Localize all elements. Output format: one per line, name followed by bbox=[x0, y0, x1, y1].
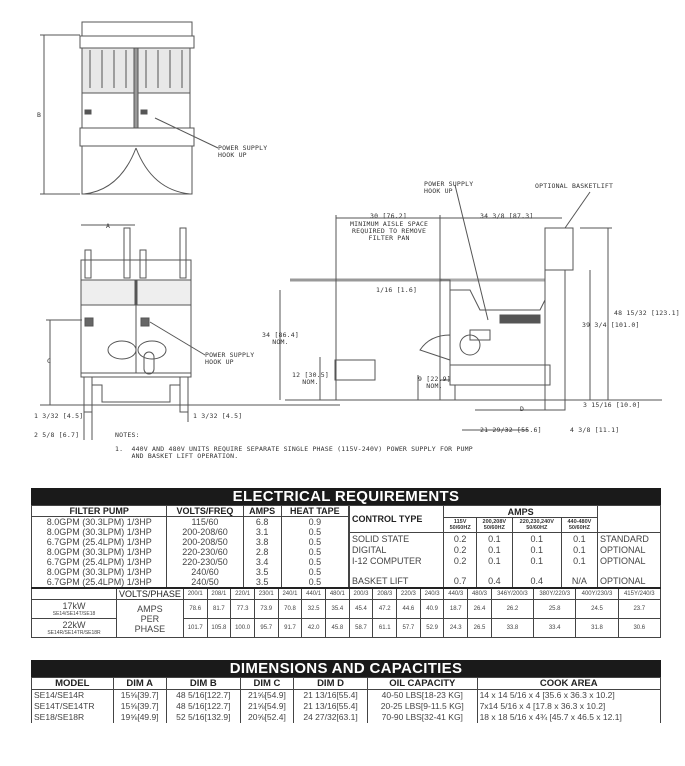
dimensions-and-capacities bbox=[31, 660, 661, 723]
amps-value-cell: 32.5 bbox=[302, 600, 326, 619]
pump-cell: 8.0GPM (30.3LPM) 1/3HP bbox=[32, 547, 167, 557]
pump-header-0: FILTER PUMP bbox=[32, 506, 167, 517]
pump-cell: 3.8 bbox=[243, 537, 281, 547]
dim-row bbox=[32, 690, 661, 702]
dimensions-table bbox=[31, 677, 661, 723]
volts-cell: 240/3 bbox=[420, 588, 444, 600]
amps-value-cell: 24.5 bbox=[576, 600, 618, 619]
pump-row bbox=[32, 577, 349, 587]
pump-row bbox=[32, 557, 349, 567]
dim-cell: SE14/SE14R bbox=[32, 690, 114, 702]
pump-cell: 0.5 bbox=[281, 547, 348, 557]
control-row bbox=[350, 544, 661, 555]
pump-cell: 200-208/60 bbox=[167, 527, 243, 537]
dim-header-1: DIM A bbox=[113, 678, 166, 690]
pump-header-3: HEAT TAPE bbox=[281, 506, 348, 517]
pump-cell: 0.9 bbox=[281, 517, 348, 528]
dim-header-6: COOK AREA bbox=[477, 678, 660, 690]
control-cell: N/A bbox=[561, 567, 597, 587]
pump-cell: 0.5 bbox=[281, 577, 348, 587]
pump-cell: 115/60 bbox=[167, 517, 243, 528]
volts-phase-header: VOLTS/PHASE bbox=[117, 588, 184, 600]
amps-value-cell: 105.8 bbox=[207, 619, 231, 638]
amps-value-cell: 18.7 bbox=[444, 600, 468, 619]
amps-value-cell: 45.8 bbox=[325, 619, 349, 638]
volts-cell: 220/1 bbox=[231, 588, 255, 600]
amps-value-cell: 25.8 bbox=[534, 600, 576, 619]
depth-dim: 34 3/8 [87.3] bbox=[480, 212, 534, 220]
amps-per-phase-label: AMPS PER PHASE bbox=[117, 600, 184, 638]
amps-value-cell: 33.4 bbox=[534, 619, 576, 638]
pump-row bbox=[32, 547, 349, 557]
amps-value-cell: 23.7 bbox=[618, 600, 660, 619]
pump-cell: 6.7GPM (25.4LPM) 1/3HP bbox=[32, 537, 167, 547]
amps-value-cell: 73.9 bbox=[254, 600, 278, 619]
amps-value-cell: 61.1 bbox=[373, 619, 397, 638]
dimensions-title: DIMENSIONS AND CAPACITIES bbox=[31, 660, 661, 677]
aisle-dim: 30 [76.2] bbox=[370, 212, 408, 220]
amps-value-cell: 24.3 bbox=[444, 619, 468, 638]
option-header bbox=[598, 506, 661, 533]
control-cell: 0.2 bbox=[444, 544, 477, 555]
pump-cell: 8.0GPM (30.3LPM) 1/3HP bbox=[32, 517, 167, 528]
pump-cell: 240/50 bbox=[167, 577, 243, 587]
dim-b-label: B bbox=[37, 111, 42, 119]
amps-value-cell: 91.7 bbox=[278, 619, 302, 638]
dim-cell: SE14T/SE14TR bbox=[32, 701, 114, 712]
control-cell: 0.1 bbox=[512, 532, 561, 544]
amps-value-cell: 26.4 bbox=[468, 600, 492, 619]
dim-d-label: D bbox=[520, 405, 525, 413]
control-cell: STANDARD bbox=[598, 532, 661, 544]
volts-cell: 480/3 bbox=[468, 588, 492, 600]
amps-value-cell: 70.8 bbox=[278, 600, 302, 619]
pump-cell: 0.5 bbox=[281, 537, 348, 547]
pump-cell: 240/60 bbox=[167, 567, 243, 577]
control-row bbox=[350, 556, 661, 567]
control-type-table bbox=[349, 505, 661, 587]
volts-cell: 440/3 bbox=[444, 588, 468, 600]
amps-value-cell: 35.4 bbox=[325, 600, 349, 619]
control-cell: SOLID STATE bbox=[350, 532, 444, 544]
amps-value-cell: 95.7 bbox=[254, 619, 278, 638]
pump-row bbox=[32, 527, 349, 537]
dim-cell: 24 27/32[63.1] bbox=[294, 712, 368, 723]
dim-3-15-16: 3 15/16 [10.0] bbox=[583, 401, 641, 409]
electrical-title: ELECTRICAL REQUIREMENTS bbox=[31, 488, 661, 505]
pump-cell: 3.1 bbox=[243, 527, 281, 537]
amps-subheader-0: 115V 50/60HZ bbox=[444, 518, 477, 533]
volts-cell: 480/1 bbox=[325, 588, 349, 600]
pump-row bbox=[32, 567, 349, 577]
volts-cell: 208/3 bbox=[373, 588, 397, 600]
electrical-requirements bbox=[31, 488, 661, 638]
leg-height-dim: 9 [22.9] NOM. bbox=[418, 375, 451, 390]
dim-a-label: A bbox=[106, 222, 111, 230]
control-cell: 0.2 bbox=[444, 556, 477, 567]
dim-header-3: DIM C bbox=[240, 678, 293, 690]
dim-row bbox=[32, 701, 661, 712]
kw-row bbox=[32, 600, 661, 619]
amps-value-cell: 42.0 bbox=[302, 619, 326, 638]
dim-cell: 19⅝[49.9] bbox=[113, 712, 166, 723]
pump-header-2: AMPS bbox=[243, 506, 281, 517]
basketlift-callout: OPTIONAL BASKETLIFT bbox=[535, 182, 614, 190]
control-cell: OPTIONAL bbox=[598, 544, 661, 555]
dim-21-29-32: 21 29/32 [55.6] bbox=[480, 426, 542, 434]
amps-value-cell: 30.6 bbox=[618, 619, 660, 638]
amps-value-cell: 45.4 bbox=[349, 600, 373, 619]
control-cell: I-12 COMPUTER bbox=[350, 556, 444, 567]
pump-cell: 3.5 bbox=[243, 567, 281, 577]
control-cell: 0.1 bbox=[512, 556, 561, 567]
control-row bbox=[350, 532, 661, 544]
control-cell: 0.4 bbox=[476, 567, 512, 587]
dim-cell: 48 5/16[122.7] bbox=[166, 690, 240, 702]
dim-cell: 15⅝[39.7] bbox=[113, 701, 166, 712]
pump-cell: 6.7GPM (25.4LPM) 1/3HP bbox=[32, 577, 167, 587]
amps-value-cell: 40.9 bbox=[420, 600, 444, 619]
top-height-dim: 39 3/4 [101.0] bbox=[582, 321, 640, 329]
control-cell: 0.7 bbox=[444, 567, 477, 587]
amps-value-cell: 47.2 bbox=[373, 600, 397, 619]
amps-per-phase-table bbox=[31, 587, 661, 638]
pump-row bbox=[32, 537, 349, 547]
pump-cell: 0.5 bbox=[281, 527, 348, 537]
volts-cell: 346Y/200/3 bbox=[491, 588, 533, 600]
kw-label: 22kW bbox=[62, 620, 86, 630]
volts-cell: 415Y/240/3 bbox=[618, 588, 660, 600]
dim-cell: 20-25 LBS[9-11.5 KG] bbox=[367, 701, 477, 712]
pump-cell: 220-230/50 bbox=[167, 557, 243, 567]
power-supply-callout-top: POWER SUPPLY HOOK UP bbox=[218, 144, 268, 159]
pump-cell: 3.5 bbox=[243, 577, 281, 587]
pump-cell: 6.7GPM (25.4LPM) 1/3HP bbox=[32, 557, 167, 567]
right-foot-dim: 1 3/32 [4.5] bbox=[193, 412, 243, 420]
dim-cell: 14 x 14 5/16 x 4 [35.6 x 36.3 x 10.2] bbox=[477, 690, 660, 702]
dim-4-3-8: 4 3/8 [11.1] bbox=[570, 426, 620, 434]
volts-cell: 240/1 bbox=[278, 588, 302, 600]
control-type-header: CONTROL TYPE bbox=[350, 506, 444, 533]
dim-cell: SE18/SE18R bbox=[32, 712, 114, 723]
blank-cell bbox=[32, 588, 117, 600]
amps-subheader-3: 440-480V 50/60HZ bbox=[561, 518, 597, 533]
control-cell: 0.1 bbox=[561, 532, 597, 544]
control-cell: 0.2 bbox=[444, 532, 477, 544]
dim-cell: 21 13/16[55.4] bbox=[294, 701, 368, 712]
dim-header-4: DIM D bbox=[294, 678, 368, 690]
control-cell: 0.1 bbox=[476, 556, 512, 567]
amps-value-cell: 44.6 bbox=[397, 600, 421, 619]
pump-row bbox=[32, 517, 349, 528]
notes-title: NOTES: bbox=[115, 431, 140, 439]
pump-cell: 8.0GPM (30.3LPM) 1/3HP bbox=[32, 567, 167, 577]
pump-cell: 220-230/60 bbox=[167, 547, 243, 557]
volts-cell: 200/1 bbox=[183, 588, 207, 600]
dim-cell: 21⅝[54.9] bbox=[240, 701, 293, 712]
amps-value-cell: 58.7 bbox=[349, 619, 373, 638]
control-row bbox=[350, 567, 661, 587]
front-view-upper bbox=[40, 22, 218, 194]
control-cell: 0.4 bbox=[512, 567, 561, 587]
control-cell: OPTIONAL bbox=[598, 556, 661, 567]
amps-value-cell: 81.7 bbox=[207, 600, 231, 619]
dim-row bbox=[32, 712, 661, 723]
control-cell: 0.1 bbox=[512, 544, 561, 555]
amps-value-cell: 100.0 bbox=[231, 619, 255, 638]
dim-header-5: OIL CAPACITY bbox=[367, 678, 477, 690]
pump-cell: 200-208/50 bbox=[167, 537, 243, 547]
left-foot-dim-1: 1 3/32 [4.5] bbox=[34, 412, 84, 420]
control-cell: BASKET LIFT bbox=[350, 567, 444, 587]
dim-cell: 21⅝[54.9] bbox=[240, 690, 293, 702]
control-cell: OPTIONAL bbox=[598, 567, 661, 587]
amps-value-cell: 26.2 bbox=[491, 600, 533, 619]
pump-cell: 8.0GPM (30.3LPM) 1/3HP bbox=[32, 527, 167, 537]
power-supply-callout-side: POWER SUPPLY HOOK UP bbox=[424, 180, 474, 195]
pump-cell: 6.8 bbox=[243, 517, 281, 528]
left-foot-dim-2: 2 5/8 [6.7] bbox=[34, 431, 80, 439]
note-1: 1. 440V AND 480V UNITS REQUIRE SEPARATE SINGLE PHASE (115V-240V) POWER SUPPLY FOR PUMP AND BASKET LIFT OPERATION. bbox=[115, 445, 473, 460]
filter-pump-table bbox=[31, 505, 349, 587]
pump-header-1: VOLTS/FREQ bbox=[167, 506, 243, 517]
control-cell: DIGITAL bbox=[350, 544, 444, 555]
aisle-note: MINIMUM AISLE SPACE REQUIRED TO REMOVE FILTER PAN bbox=[350, 220, 429, 242]
dim-header-2: DIM B bbox=[166, 678, 240, 690]
amps-value-cell: 31.8 bbox=[576, 619, 618, 638]
dim-cell: 70-90 LBS[32-41 KG] bbox=[367, 712, 477, 723]
kw-label: 17kW bbox=[62, 601, 86, 611]
pump-cell: 3.4 bbox=[243, 557, 281, 567]
amps-value-cell: 78.6 bbox=[183, 600, 207, 619]
overall-height-dim: 48 15/32 [123.1] bbox=[614, 309, 680, 317]
dim-cell: 20⅝[52.4] bbox=[240, 712, 293, 723]
power-supply-callout-front: POWER SUPPLY HOOK UP bbox=[205, 351, 255, 366]
amps-value-cell: 101.7 bbox=[183, 619, 207, 638]
dim-cell: 40-50 LBS[18-23 KG] bbox=[367, 690, 477, 702]
dim-cell: 18 x 18 5/16 x 4¾ [45.7 x 46.5 x 12.1] bbox=[477, 712, 660, 723]
pump-cell: 0.5 bbox=[281, 557, 348, 567]
control-cell: 0.1 bbox=[561, 556, 597, 567]
dim-cell: 48 5/16[122.7] bbox=[166, 701, 240, 712]
amps-value-cell: 33.8 bbox=[491, 619, 533, 638]
control-cell: 0.1 bbox=[476, 544, 512, 555]
side-view bbox=[280, 182, 662, 430]
dim-cell: 7x14 5/16 x 4 [17.8 x 36.3 x 10.2] bbox=[477, 701, 660, 712]
dim-cell: 52 5/16[132.9] bbox=[166, 712, 240, 723]
height-nom-dim: 34 [86.4] NOM. bbox=[262, 331, 300, 346]
dim-cell: 15⅝[39.7] bbox=[113, 690, 166, 702]
volts-cell: 380Y/220/3 bbox=[534, 588, 576, 600]
amps-value-cell: 26.5 bbox=[468, 619, 492, 638]
kw-label-cell bbox=[32, 619, 117, 638]
control-cell: 0.1 bbox=[561, 544, 597, 555]
amps-header: AMPS bbox=[444, 506, 598, 518]
volts-cell: 440/1 bbox=[302, 588, 326, 600]
amps-value-cell: 52.9 bbox=[420, 619, 444, 638]
volts-cell: 208/1 bbox=[207, 588, 231, 600]
pan-height-dim: 12 [30.5] NOM. bbox=[292, 371, 330, 386]
amps-subheader-1: 200,208V 50/60HZ bbox=[476, 518, 512, 533]
pump-cell: 0.5 bbox=[281, 567, 348, 577]
dim-c-label: C bbox=[47, 357, 52, 365]
volts-cell: 230/1 bbox=[254, 588, 278, 600]
volts-cell: 200/3 bbox=[349, 588, 373, 600]
kw-models: SE14/SE14T/SE18 bbox=[52, 611, 96, 617]
kw-models: SE14R/SE14TR/SE18R bbox=[47, 630, 101, 636]
amps-subheader-2: 220,230,240V 50/60HZ bbox=[512, 518, 561, 533]
kw-label-cell bbox=[32, 600, 117, 619]
volts-cell: 220/3 bbox=[397, 588, 421, 600]
volts-cell: 400Y/230/3 bbox=[576, 588, 618, 600]
control-cell: 0.1 bbox=[476, 532, 512, 544]
pump-cell: 2.8 bbox=[243, 547, 281, 557]
dim-header-0: MODEL bbox=[32, 678, 114, 690]
small-dim: 1/16 [1.6] bbox=[376, 286, 418, 294]
amps-value-cell: 57.7 bbox=[397, 619, 421, 638]
dim-cell: 21 13/16[55.4] bbox=[294, 690, 368, 702]
amps-value-cell: 77.3 bbox=[231, 600, 255, 619]
